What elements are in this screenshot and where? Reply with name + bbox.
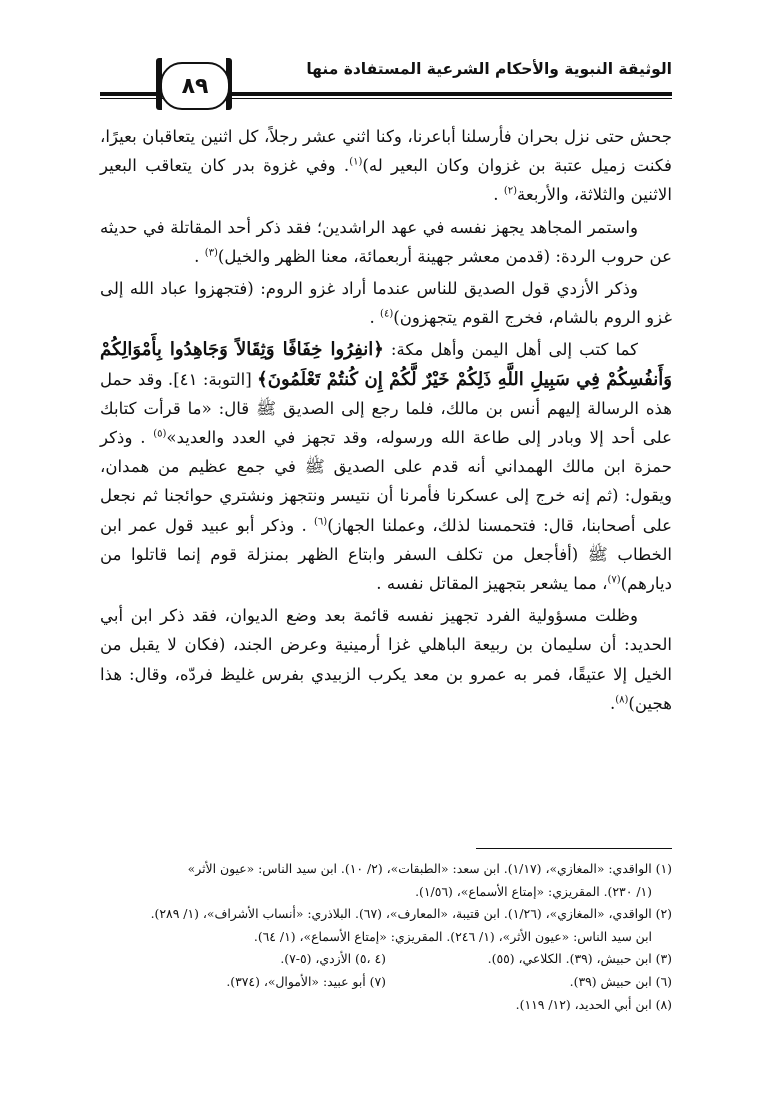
footnote-8: (٨) ابن أبي الحديد، (١٢/ ١١٩). — [515, 996, 672, 1012]
footnote-4-5: (٤ ،٥) الأزدي، (٥-٧). — [280, 951, 386, 967]
footnote-1: (١) الواقدي: «المغازي»، (١/١٧). ابن سعد: «الطبقات»، (٢/ ١٠). ابن سيد الناس: «عيون الأثر» — [187, 861, 672, 876]
page-number-badge — [160, 62, 230, 110]
verse-reference: [التوبة: ٤١] — [173, 369, 258, 389]
paragraph-1-text: جحش حتى نزل بحران فأرسلنا أباعرنا، وكنا اثني عشر رجلاً، كل اثنين يتعاقبان بعيرًا، فكنت زميل عتبة بن غزوان وكان البعير له) — [100, 127, 672, 176]
paragraph-3 — [100, 274, 672, 332]
footnote-6: (٦) ابن حبيش (٣٩). — [569, 973, 672, 989]
paragraph-4-text-a: كما كتب إلى أهل اليمن وأهل مكة: — [383, 340, 638, 360]
footnote-2: (٢) الواقدي، «المغازي»، (١/٢٦). ابن قتيبة، «المعارف»، (٦٧). البلاذري: «أنساب الأشراف»، (١/ ٢٨٩). — [150, 906, 672, 922]
footnote-ref-4[interactable]: (٤) — [380, 308, 394, 320]
quran-verse: ﴿انفِرُوا خِفَافًا وَثِقَالاً وَجَاهِدُوا بِأَمْوَالِكُمْ وَأَنفُسِكُمْ فِي سَبِيلِ اللَّهِ ذَلِكُمْ خَيْرٌ لَّكُمْ إِن كُنتُمْ تَعْلَمُونَ﴾ — [100, 339, 672, 390]
footnotes — [100, 858, 672, 1016]
footnote-3: (٣) ابن حبيش، (٣٩). الكلاعي، (٥٥). — [487, 951, 672, 967]
footnote-ref-1[interactable]: (١) — [349, 156, 363, 168]
footnote-row-3-4 — [100, 948, 672, 971]
paragraph-4-text-e: ، مما يشعر بتجهيز المقاتل نفسه . — [376, 574, 608, 594]
paragraph-5-text: وظلت مسؤولية الفرد تجهيز نفسه قائمة بعد وضع الديوان، فقد ذكر ابن أبي الحديد: أن سليمان بن ربيعة الباهلي غزا أرمينية وعرض الجند، (فكان لا يقبل من الخيل إلا عتيقًا، فمر به عمرو بن معد يكرب الزبيدي بفرس غليظ فردّه، وقال: هذا هجين) — [100, 606, 672, 713]
body-text — [100, 122, 672, 721]
paragraph-5-text-b: . — [609, 693, 616, 713]
paragraph-2-text: واستمر المجاهد يجهز نفسه في عهد الراشدين؛ فقد ذكر أحد المقاتلة في حديثه عن حروب الردة: (قدمن معشر جهينة أربعمائة، معنا الظهر والخيل) — [100, 217, 672, 266]
footnote-ref-7[interactable]: (٧) — [607, 574, 621, 586]
footnote-separator — [476, 848, 672, 849]
footnote-ref-3[interactable]: (٣) — [204, 247, 218, 259]
paragraph-5 — [100, 601, 672, 718]
paragraph-1 — [100, 122, 672, 210]
paragraph-3-text: وذكر الأزدي قول الصديق للناس عندما أراد غزو الروم: (فتجهزوا عباد الله إلى غزو الروم بالشام، فخرج القوم يتجهزون) — [100, 279, 672, 328]
footnote-ref-8[interactable]: (٨) — [615, 694, 629, 706]
footnote-1-continued: (١/ ٢٣٠). المقريزي: «إمتاع الأسماع»، (١/٥٦). — [415, 883, 652, 899]
running-title: الوثيقة النبوية والأحكام الشرعية المستفادة منها — [306, 60, 672, 78]
paragraph-2 — [100, 213, 672, 271]
footnote-7: (٧) أبو عبيد: «الأموال»، (٣٧٤). — [226, 973, 386, 989]
paragraph-4-text-c: . وذكر حمزة ابن مالك الهمداني أنه قدم على الصديق ﷺ في جمع عظيم من همدان، ويقول: (ثم إنه خرج إلى عسكرنا فأمرنا أن نتيسر ونتجهز ونشتري حوائجنا ثم نجعل على أصحابنا، قال: فتحمسنا لذلك، وعملنا الجهاز) — [100, 428, 673, 535]
paragraph-2-text-b: . — [194, 246, 205, 266]
page-number: ٨٩ — [181, 73, 209, 99]
footnote-ref-2[interactable]: (٢) — [503, 185, 518, 197]
paragraph-3-text-b: . — [369, 308, 381, 328]
paragraph-1-text-c: . — [493, 185, 504, 205]
footnote-2-continued: ابن سيد الناس: «عيون الأثر»، (١/ ٢٤٦). المقريزي: «إمتاع الأسماع»، (١/ ٦٤). — [253, 928, 652, 944]
paragraph-4-text-b: . وقد حمل هذه الرسالة إليهم أنس بن مالك، فلما رجع إلى الصديق ﷺ قال: «ما قرأت كتابك على أحد إلا وبادر إلى طاعة الله ورسوله، وقد تجهز في العدد والعديد» — [100, 369, 672, 448]
footnote-ref-6[interactable]: (٦) — [314, 516, 328, 528]
paragraph-1-text-b: . وفي غزوة بدر كان يتعاقب البعير الاثنين والثلاثة، والأربعة — [100, 156, 672, 205]
paragraph-4-text-d: . وذكر أبو عبيد قول عمر ابن الخطاب ﷺ (أفأجعل من تكلف السفر وابتاع الظهر بمنزلة قوم إنما قاتلوا من ديارهم) — [100, 515, 672, 594]
paragraph-4 — [100, 335, 672, 598]
footnote-ref-5[interactable]: (٥) — [153, 428, 167, 440]
footnote-row-6-7 — [100, 971, 672, 994]
